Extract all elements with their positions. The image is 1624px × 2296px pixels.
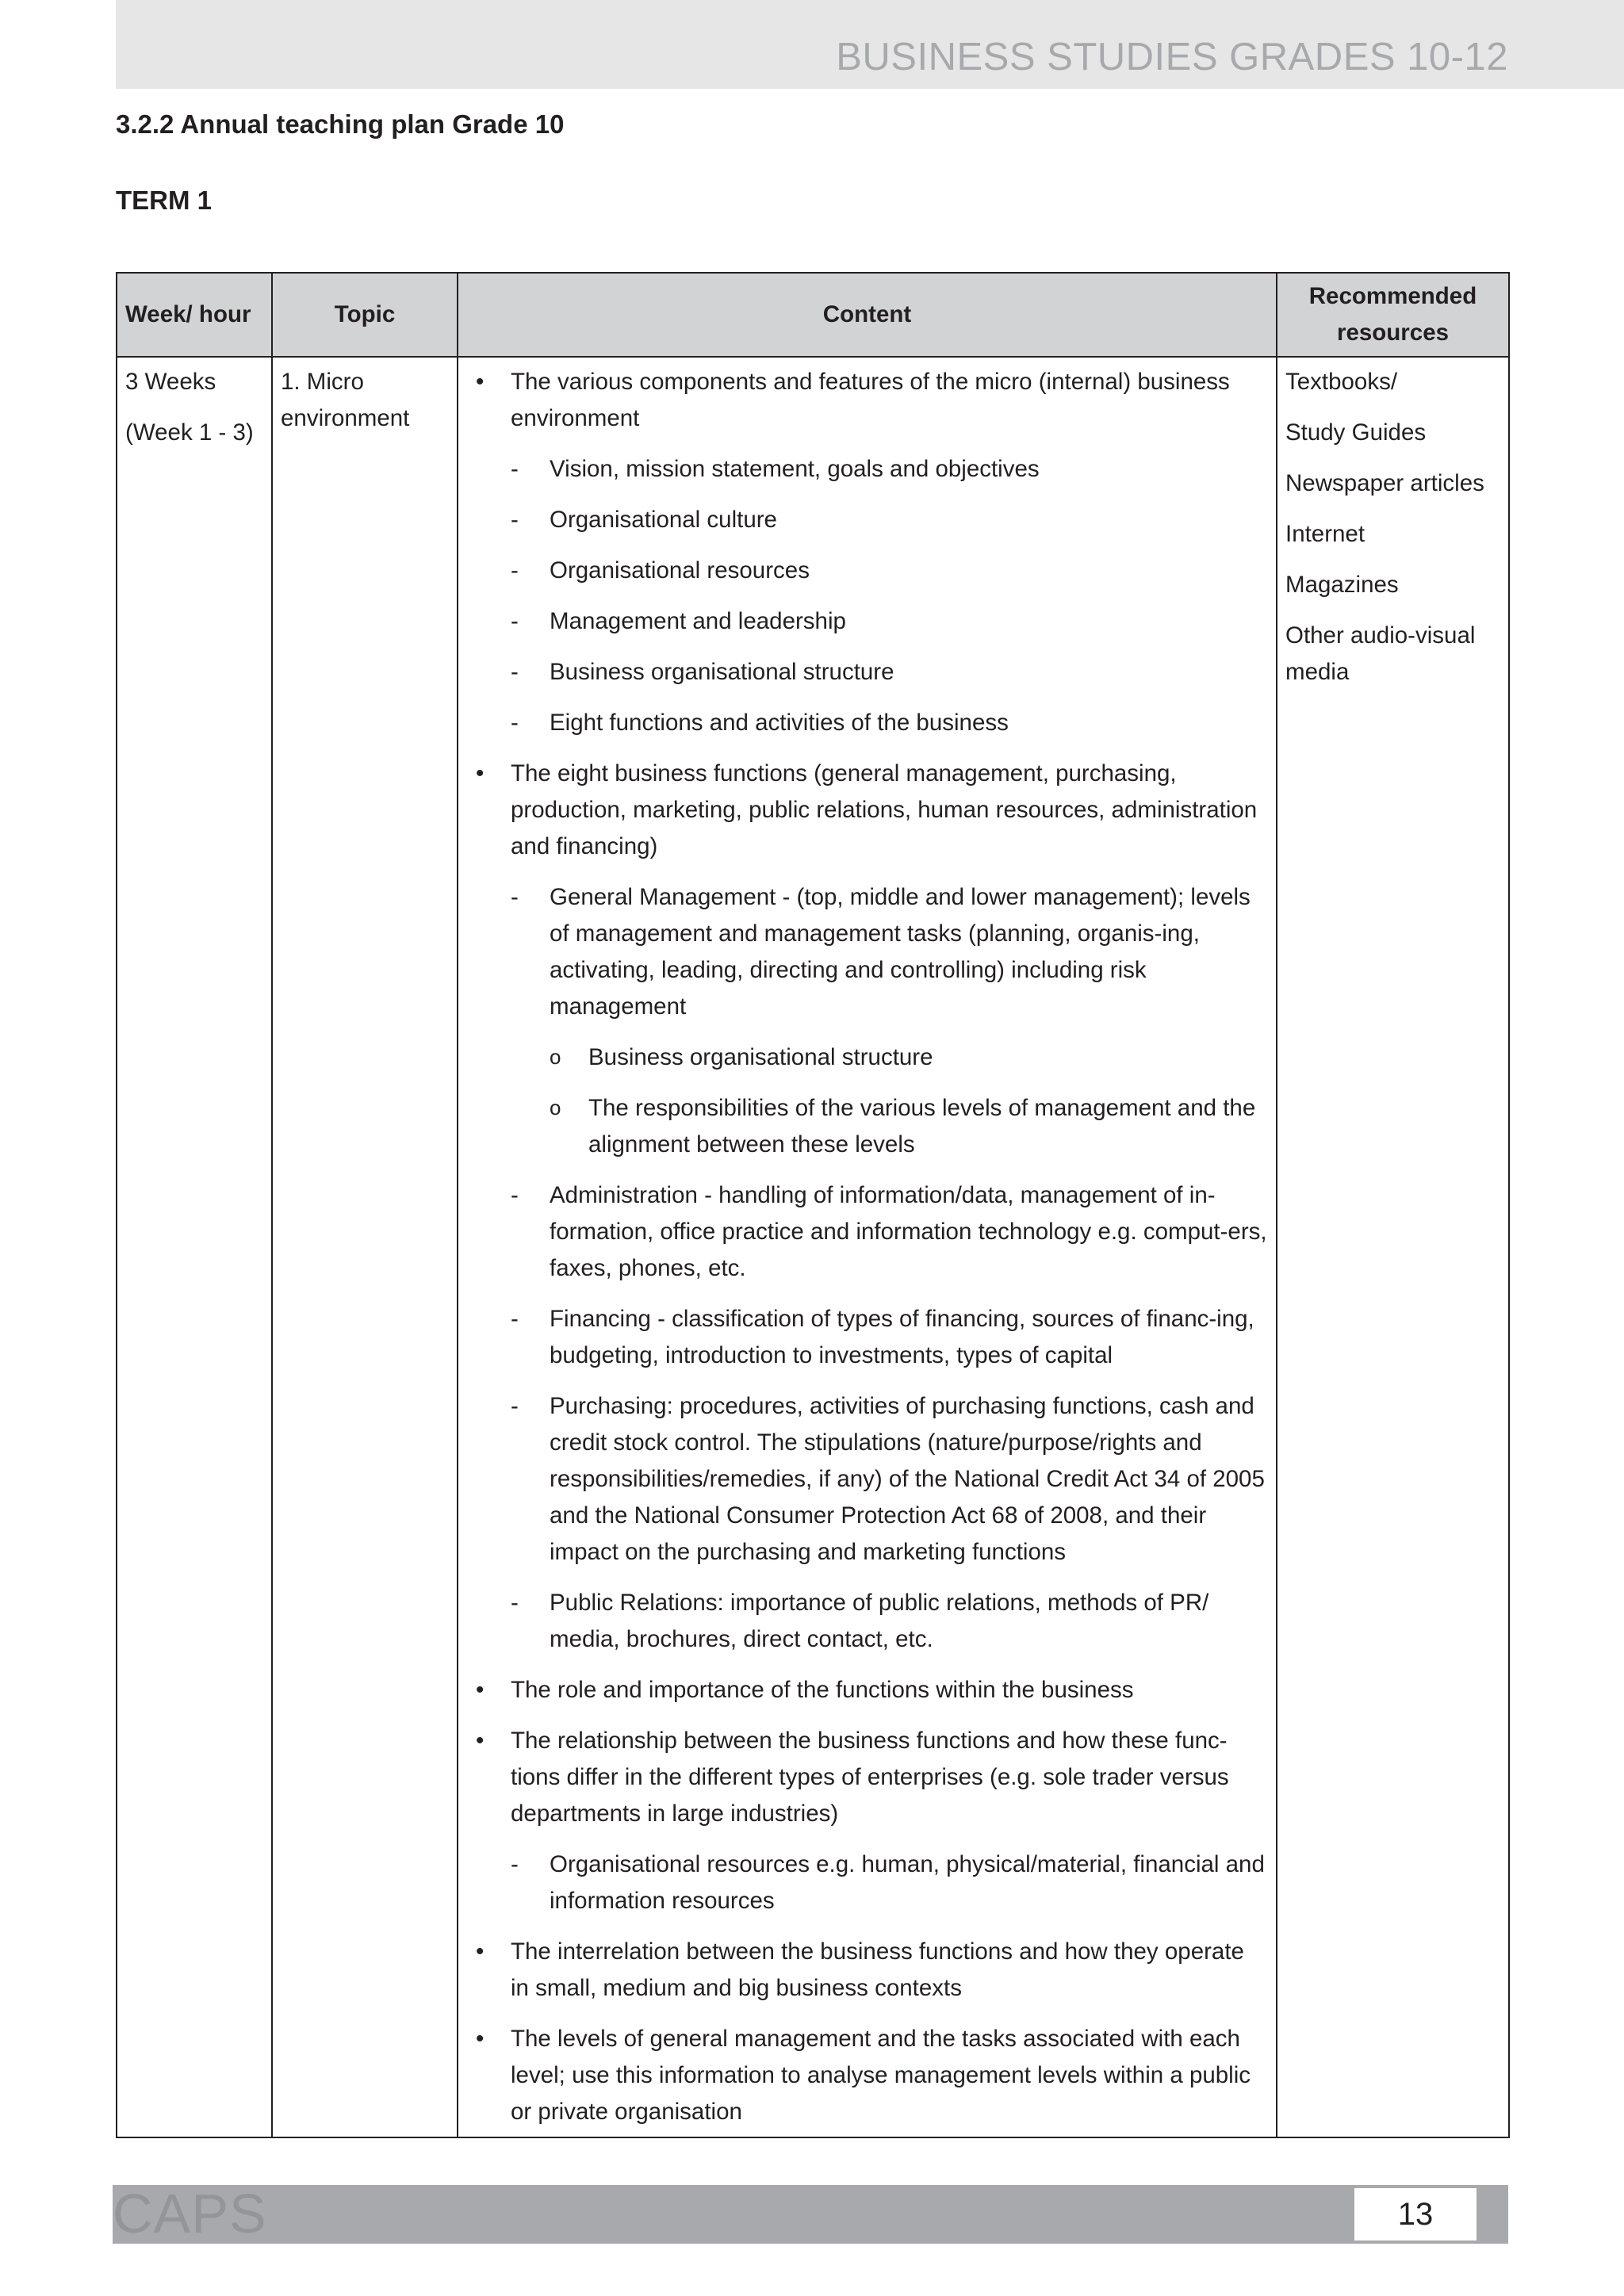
- topic-cell: [272, 357, 458, 2137]
- list-item: • The levels of general management and the tasks associated with each level; use this information to analyse management levels within a public or private organisation: [466, 2021, 1268, 2130]
- list-item-text: The various components and features of the micro (internal) business environment: [511, 369, 1230, 431]
- list-item: [466, 1723, 1268, 1919]
- header-content: Content: [458, 273, 1277, 357]
- week-range: (Week 1 - 3): [125, 419, 254, 446]
- resource-item: Study Guides: [1285, 419, 1427, 446]
- sub-sub-list-item: o Business organisational structure: [550, 1039, 1268, 1076]
- resource-item: Newspaper articles: [1285, 470, 1484, 496]
- teaching-plan-table: [116, 272, 1510, 2138]
- sub-list-item: - Administration - handling of information/data, management of in-formation, office practice and information technology e.g. comput-ers, faxes, phones, etc.: [511, 1177, 1268, 1287]
- week-duration: 3 Weeks: [125, 369, 216, 395]
- document-title: BUSINESS STUDIES GRADES 10-12: [836, 36, 1508, 78]
- resources-cell: [1277, 357, 1509, 2137]
- sub-list-item-text: General Management - (top, middle and lower management); levels of management and management tasks (planning, organis-ing, activating, leading, directing and controlling) including risk management: [550, 884, 1251, 1020]
- sub-list-item: [511, 879, 1268, 1163]
- topic-text: 1. Micro environment: [281, 369, 410, 431]
- resource-item: Other audio-visual media: [1285, 622, 1476, 685]
- term-heading: TERM 1: [116, 186, 213, 215]
- sub-list: [511, 1846, 1268, 1919]
- sub-list-item: - Management and leadership: [511, 603, 1268, 640]
- resource-item: Textbooks/: [1285, 369, 1398, 395]
- header-topic: Topic: [272, 273, 458, 357]
- sub-sub-list: [550, 1039, 1268, 1163]
- list-item: [466, 364, 1268, 741]
- header-week: Week/ hour: [117, 273, 272, 357]
- sub-list-item: - Business organisational structure: [511, 654, 1268, 691]
- week-cell: [117, 357, 272, 2137]
- sub-sub-list-item: o The responsibilities of the various levels of management and the alignment between these levels: [550, 1090, 1268, 1163]
- sub-list-item: - Financing - classification of types of financing, sources of financ-ing, budgeting, introduction to investments, types of capital: [511, 1301, 1268, 1374]
- sub-list-item: - Organisational culture: [511, 502, 1268, 538]
- page-number: 13: [1354, 2188, 1477, 2241]
- section-heading: 3.2.2 Annual teaching plan Grade 10: [116, 109, 565, 139]
- sub-list: [511, 879, 1268, 1658]
- sub-list: [511, 451, 1268, 741]
- sub-list-item: - Public Relations: importance of public relations, methods of PR/ media, brochures, direct contact, etc.: [511, 1585, 1268, 1658]
- list-item: • The interrelation between the business functions and how they operate in small, medium and big business contexts: [466, 1934, 1268, 2007]
- list-item: • The role and importance of the functions within the business: [466, 1672, 1268, 1709]
- table-header-row: [117, 273, 1509, 357]
- sub-list-item: - Vision, mission statement, goals and objectives: [511, 451, 1268, 488]
- footer-bar: [113, 2185, 1508, 2244]
- header-resources: Recommended resources: [1277, 273, 1509, 357]
- sub-list-item: - Organisational resources: [511, 553, 1268, 589]
- table-row: [117, 357, 1509, 2137]
- footer-caps-label: CAPS: [113, 2183, 267, 2244]
- sub-list-item: - Purchasing: procedures, activities of purchasing functions, cash and credit stock control. The stipulations (nature/purpose/rights and responsibilities/remedies, if any) of the National Credit Act 34 of 2005 and the National Consumer Protection Act 68 of 2008, and their impact on the purchasing and marketing functions: [511, 1388, 1268, 1571]
- content-list: [466, 364, 1268, 2130]
- sub-list-item: - Eight functions and activities of the business: [511, 705, 1268, 741]
- resource-item: Magazines: [1285, 572, 1399, 598]
- resource-item: Internet: [1285, 521, 1365, 547]
- content-cell: [458, 357, 1277, 2137]
- sub-list-item: - Organisational resources e.g. human, physical/material, financial and information resources: [511, 1846, 1268, 1919]
- list-item: [466, 756, 1268, 1658]
- list-item-text: The relationship between the business functions and how these func-tions differ in the different types of enterprises (e.g. sole trader versus departments in large industries): [511, 1728, 1229, 1827]
- list-item-text: The eight business functions (general management, purchasing, production, marketing, public relations, human resources, administration and financing): [511, 760, 1258, 859]
